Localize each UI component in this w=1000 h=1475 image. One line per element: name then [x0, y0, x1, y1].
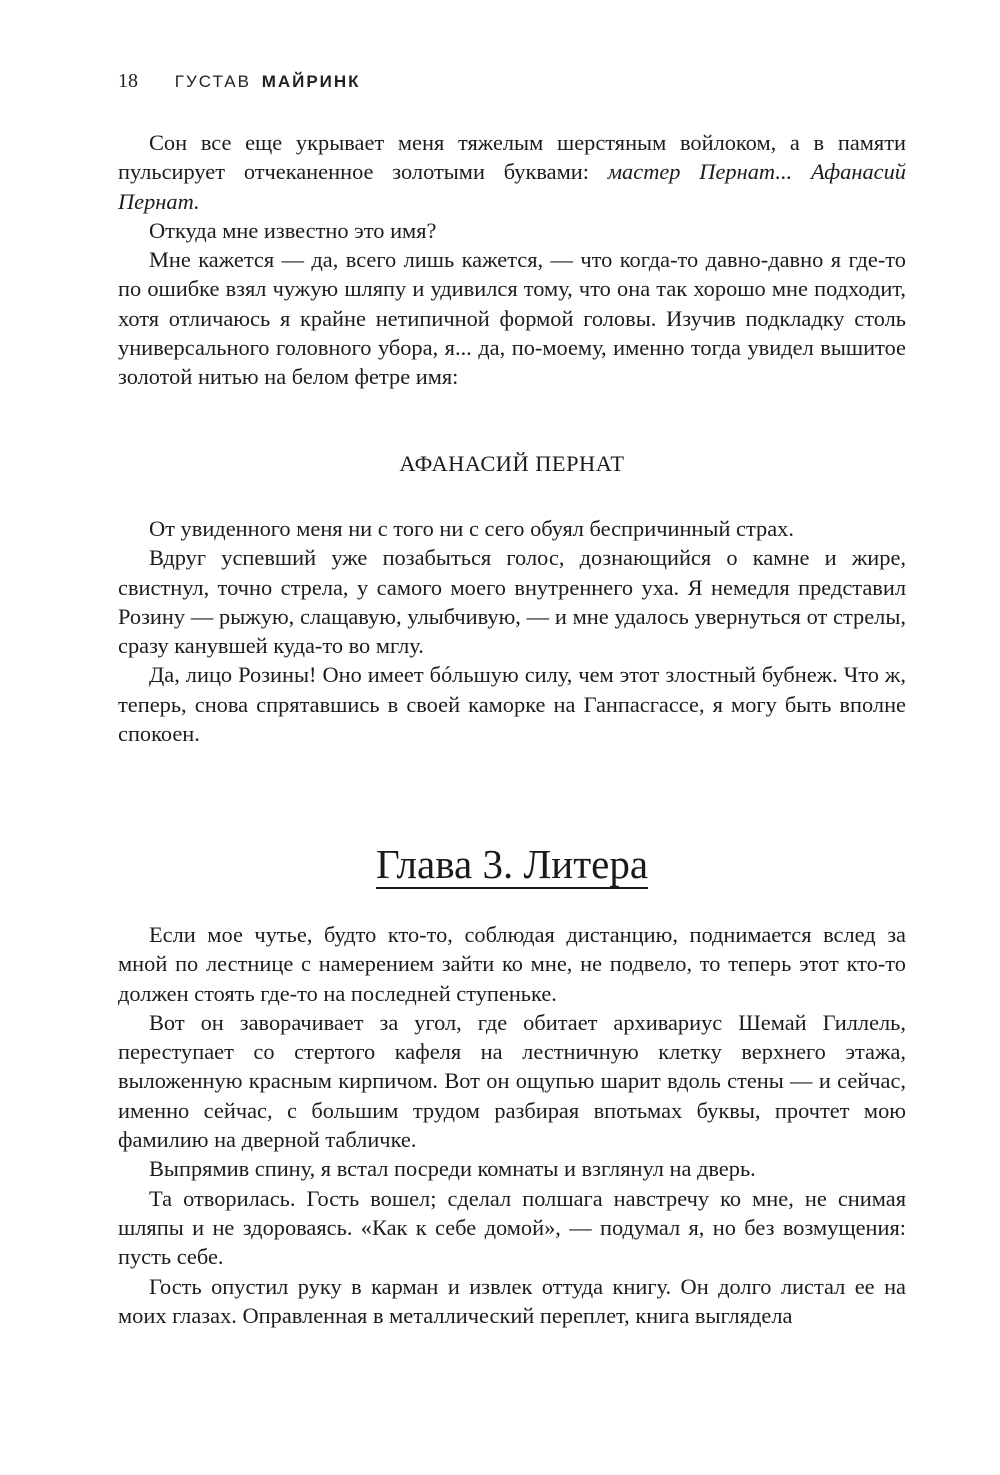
paragraph: Мне кажется — да, всего лишь кажется, — что когда-то давно-давно я где-то по ошибке взял чужую шляпу и удивился тому, что она так хорошо мне подходит, хотя отличаюсь я крайне нетипичной формой головы. Изучив подкладку столь универсального головного убора, я... да, по-моему, именно тогда увидел вышитое золотой нитью на белом фетре имя:	[118, 247, 906, 390]
running-header	[118, 70, 361, 93]
text-section-2	[118, 514, 906, 748]
paragraph	[118, 128, 906, 216]
paragraph: Вот он заворачивает за угол, где обитает архивариус Шемай Гиллель, переступает со стертого кафеля на лестничную клетку верхнего этажа, выложенную красным кирпичом. Вот он ощупью шарит вдоль стены — и сейчас, именно сейчас, с большим трудом разбирая впотьмах буквы, прочтет мою фамилию на дверной табличке.	[118, 1009, 906, 1153]
paragraph-text: Сон все еще укрывает меня тяжелым шерстяным войлоком, а в памяти пульсирует отчеканенное золотыми буквами:	[118, 130, 906, 185]
author-surname: МАЙРИНК	[261, 72, 361, 91]
embroidered-name: АФАНАСИЙ ПЕРНАТ	[399, 451, 625, 476]
paragraph: Та отворилась. Гость вошел; сделал полшага навстречу ко мне, не снимая шляпы и не здороваясь. «Как к себе домой», — подумал я, но без возмущения: пусть себе.	[118, 1185, 906, 1270]
paragraph: Гость опустил руку в карман и извлек оттуда книгу. Он долго листал ее на моих глазах. Оправленная в металлический переплет, книга выглядела	[118, 1273, 906, 1328]
paragraph: Если мое чутье, будто кто-то, соблюдая дистанцию, поднимается вслед за мной по лестнице с намерением зайти ко мне, не подвело, то теперь этот кто-то должен стоять где-то на последней ступеньке.	[118, 922, 906, 1006]
author-first-name: ГУСТАВ	[174, 72, 251, 91]
text-section-1	[118, 128, 906, 392]
paragraph: Вдруг успевший уже позабыться голос, дознающийся о камне и жире, свистнул, точно стрела, у самого моего внутреннего уха. Я немедля представил Розину — рыжую, слащавую, улыбчивую, — и мне удалось увернуться от стрелы, сразу канувшей куда-то во мглу.	[118, 545, 906, 659]
chapter-title: Глава 3. Литера	[375, 841, 649, 887]
paragraph: Выпрямив спину, я встал посреди комнаты и взглянул на дверь.	[149, 1156, 756, 1182]
text-section-3	[118, 920, 906, 1330]
page-number: 18	[118, 70, 138, 92]
paragraph-italic-text: мастер Пернат... Афанасий Пернат.	[118, 159, 907, 214]
paragraph: Откуда мне известно это имя?	[149, 217, 437, 243]
paragraph: Да, лицо Розины! Оно имеет бóльшую силу, чем этот злостный бубнеж. Что ж, теперь, снова спрятавшись в своей каморке на Ганпасгассе, я могу быть вполне спокоен.	[118, 662, 906, 747]
chapter-heading	[118, 838, 906, 890]
paragraph: От увиденного меня ни с того ни с сего обуял беспричинный страх.	[149, 516, 794, 541]
